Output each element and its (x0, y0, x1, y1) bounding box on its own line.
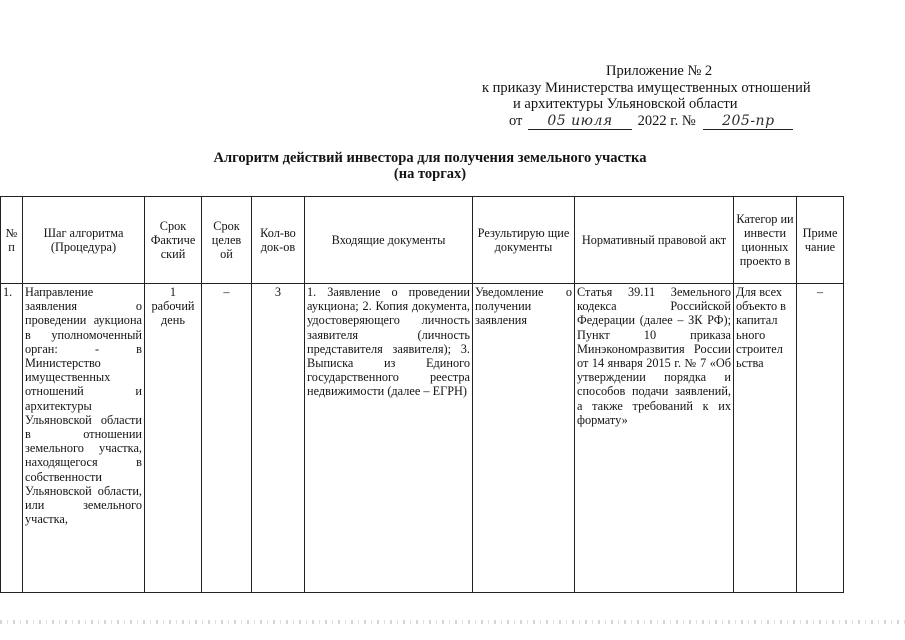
cell-category: Для всех объекто в капитал ьного строител ьства (734, 284, 797, 593)
cell-result-docs: Уведомление о получении заявления (473, 284, 575, 593)
table-header-row (1, 197, 844, 284)
cell-incoming-docs: 1. Заявление о проведении аукциона; 2. Копия документа, удостоверяющего личность заявителя (личность представителя заявителя); 3. Выписка из Единого государственного реестра недвижимости (далее – ЕГРН) (305, 284, 473, 593)
header-target-term: Срок целев ой (202, 197, 252, 284)
header-legal-act: Нормативный правовой акт (575, 197, 734, 284)
date-prefix: от (509, 112, 523, 129)
title-line-1: Алгоритм действий инвестора для получения земельного участка (213, 150, 647, 166)
cell-actual-term: 1 рабочий день (145, 284, 202, 593)
header-result-docs: Результирую щие документы (473, 197, 575, 284)
header-incoming-docs: Входящие документы (305, 197, 473, 284)
annex-block (472, 63, 872, 130)
annex-order-line: к приказу Министерства имущественных отношений (482, 79, 811, 96)
header-category: Категор ии инвести ционных проекто в (734, 197, 797, 284)
annex-date-line (472, 113, 872, 131)
handwritten-date: 05 июля (528, 113, 632, 131)
algorithm-table (0, 196, 844, 593)
annex-title: Приложение № 2 (606, 63, 713, 79)
handwritten-number: 205-пр (703, 113, 793, 131)
document-title (0, 150, 860, 182)
cell-step (23, 284, 145, 593)
cell-doc-count: 3 (252, 284, 305, 593)
table-row (1, 284, 844, 593)
header-step: Шаг алгоритма (Процедура) (23, 197, 145, 284)
annex-ministry-line: и архитектуры Ульяновской области (513, 96, 738, 112)
cell-num: 1. (1, 284, 23, 593)
title-line-2: (на торгах) (393, 166, 467, 182)
header-actual-term: Срок Фактиче ский (145, 197, 202, 284)
header-note: Приме чание (797, 197, 844, 284)
cell-target-term: – (202, 284, 252, 593)
cell-note: – (797, 284, 844, 593)
cell-legal-act: Статья 39.11 Земельного кодекса Российской Федерации (далее – ЗК РФ); Пункт 10 приказа Минэкономразвития России от 14 января 2015 г. № 7 «Об утверждении порядка и способов подачи заявлений, а также требований к их формату» (575, 284, 734, 593)
scan-edge-noise (0, 620, 905, 624)
year-label: 2022 г. № (637, 112, 696, 129)
header-doc-count: Кол-во док-ов (252, 197, 305, 284)
header-num: № п (1, 197, 23, 284)
cell-step-text: Направление заявления о проведении аукциона в уполномоченный орган: - в Министерство имущественных отношений и архитектуры Ульяновской области в отношении земельного участка, находящегося в собственности Ульяновской области, или земельного участка, (25, 285, 142, 527)
